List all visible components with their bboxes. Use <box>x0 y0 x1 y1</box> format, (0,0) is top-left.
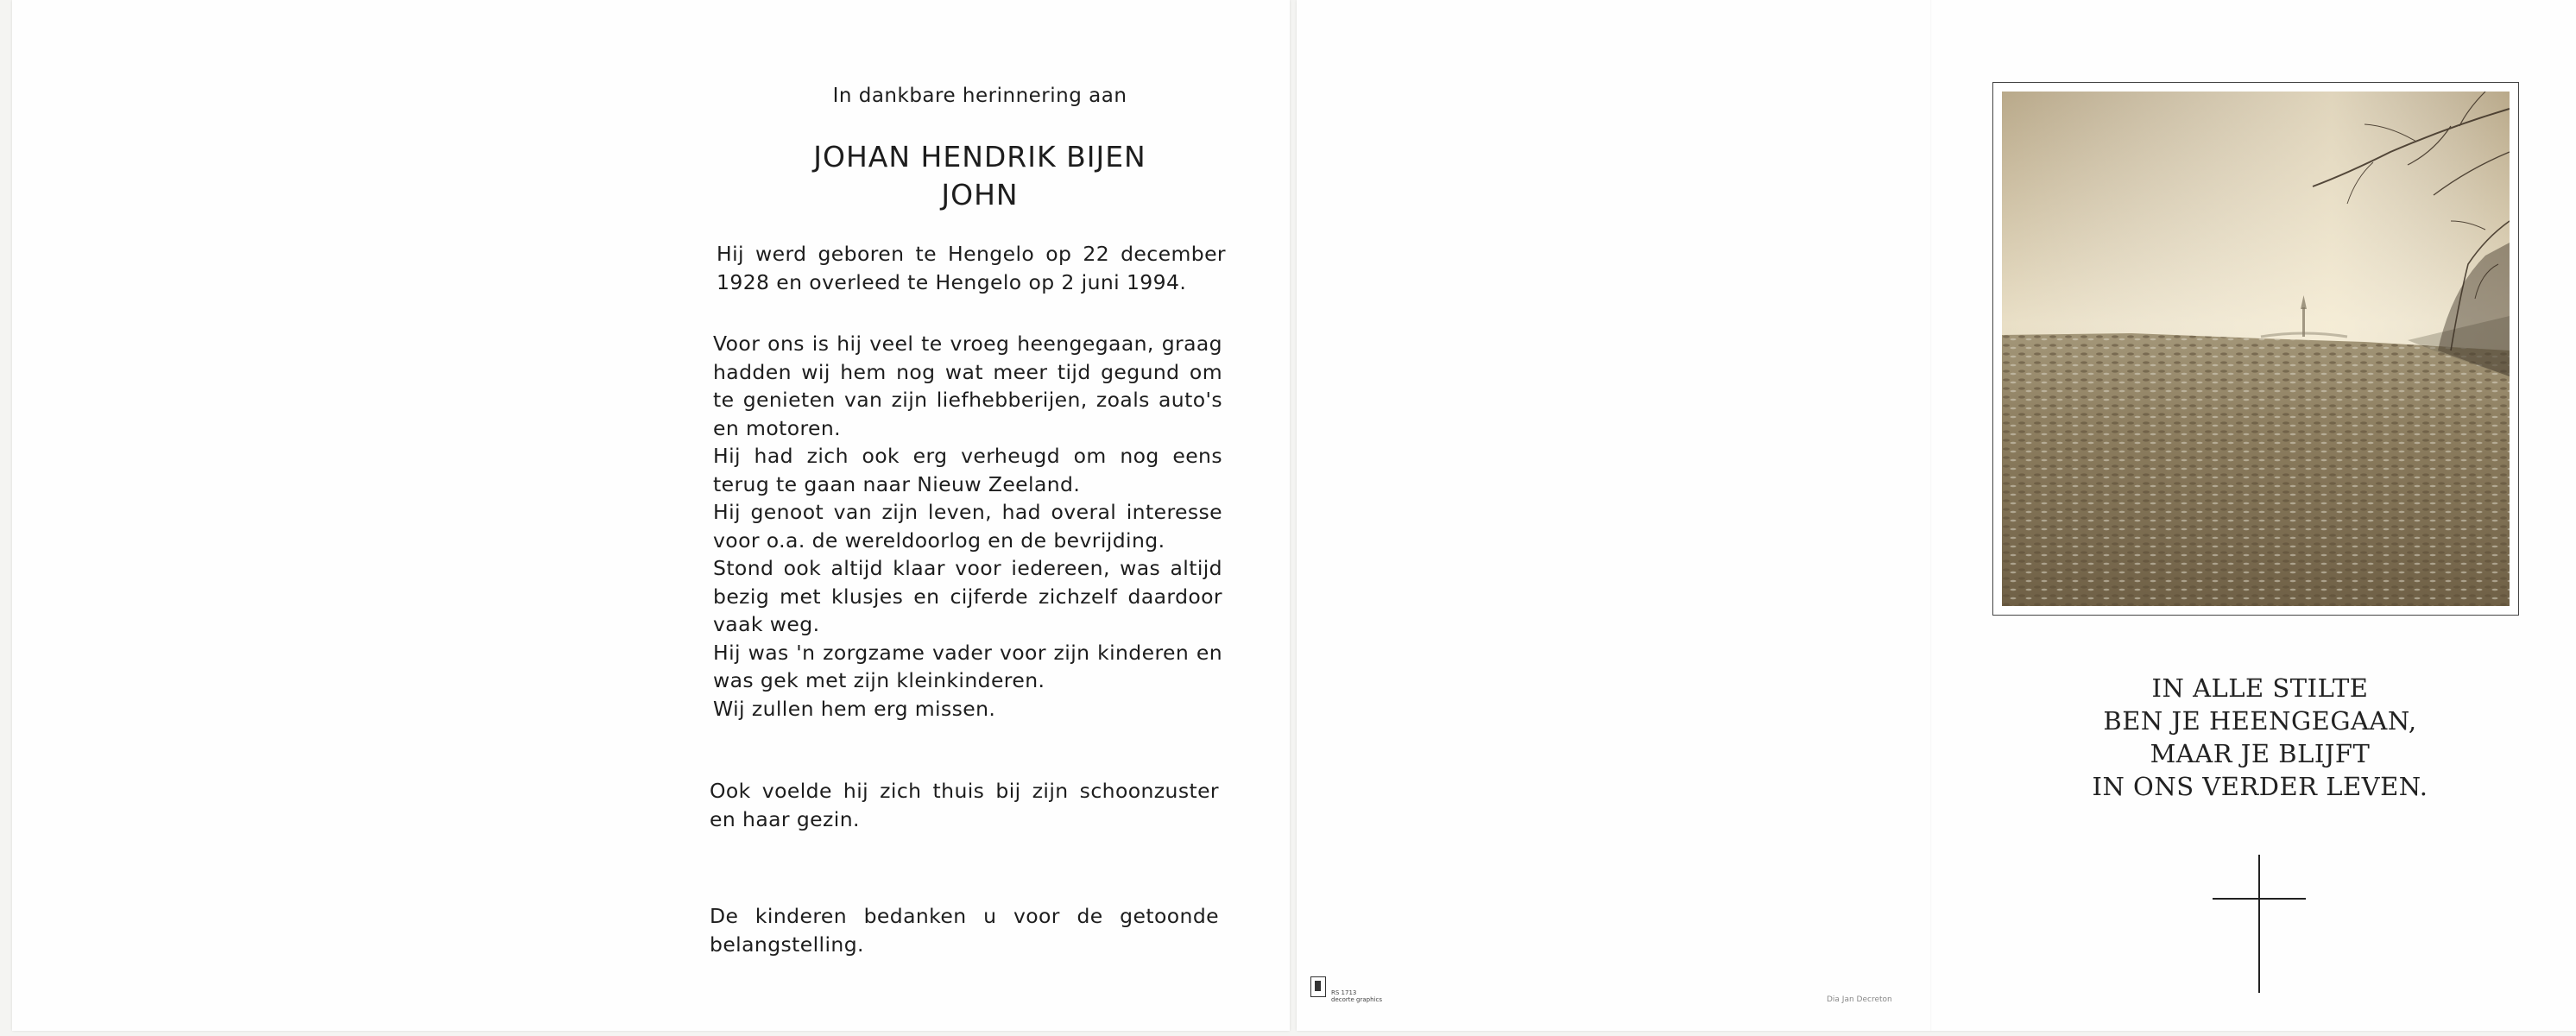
photo-frame <box>1992 82 2519 616</box>
publisher-imprint <box>1331 989 1382 1003</box>
full-name: JOHAN HENDRIK BIJEN <box>813 140 1146 174</box>
sister-in-law-paragraph <box>710 777 1219 833</box>
memorial-motto <box>2001 672 2519 803</box>
memorial-line: Stond ook altijd klaar voor iedereen, was altijd bezig met klusjes en cijferde zichzelf daardoor vaak weg. <box>713 556 1222 636</box>
nickname: JOHN <box>941 178 1019 212</box>
sister-in-law-text: Ook voelde hij zich thuis bij zijn schoonzuster en haar gezin. <box>710 779 1219 831</box>
birth-paragraph <box>717 240 1226 296</box>
memorial-line: Wij zullen hem erg missen. <box>713 696 996 721</box>
memorial-paragraph <box>713 330 1222 723</box>
cross-icon-vertical <box>2258 855 2260 993</box>
cross-icon-horizontal <box>2213 898 2306 900</box>
memorial-line: Voor ons is hij veel te vroeg heengegaan, graag hadden wij hem nog wat meer tijd gegund om te genieten van zijn liefhebberijen, zoals auto's en motoren. <box>713 332 1222 440</box>
landscape-photo <box>2002 92 2510 606</box>
intro-line: In dankbare herinnering aan <box>832 85 1127 107</box>
publisher-logo-icon <box>1310 976 1326 997</box>
memorial-line: Hij genoot van zijn leven, had overal interesse voor o.a. de wereldoorlog en de bevrijding. <box>713 500 1222 553</box>
publisher-name: decorte graphics <box>1331 996 1382 1003</box>
photo-credit: Dia Jan Decreton <box>1827 995 1892 1004</box>
thanks-paragraph <box>710 902 1219 958</box>
motto-line: IN ONS VERDER LEVEN. <box>2092 772 2428 801</box>
motto-line: MAAR JE BLIJFT <box>2150 739 2371 768</box>
memorial-line: Hij had zich ook erg verheugd om nog eens terug te gaan naar Nieuw Zeeland. <box>713 444 1222 496</box>
deceased-name <box>708 138 1252 214</box>
publisher-code: RS 1713 <box>1331 989 1357 996</box>
motto-line: BEN JE HEENGEGAAN, <box>2103 706 2417 736</box>
thanks-text: De kinderen bedanken u voor de getoonde belangstelling. <box>710 904 1219 957</box>
card-fold-line <box>1930 0 1932 1031</box>
birth-text: Hij werd geboren te Hengelo op 22 december 1928 en overleed te Hengelo op 2 juni 1994. <box>717 242 1226 294</box>
motto-line: IN ALLE STILTE <box>2151 673 2369 703</box>
memorial-line: Hij was 'n zorgzame vader voor zijn kinderen en was gek met zijn kleinkinderen. <box>713 640 1222 692</box>
